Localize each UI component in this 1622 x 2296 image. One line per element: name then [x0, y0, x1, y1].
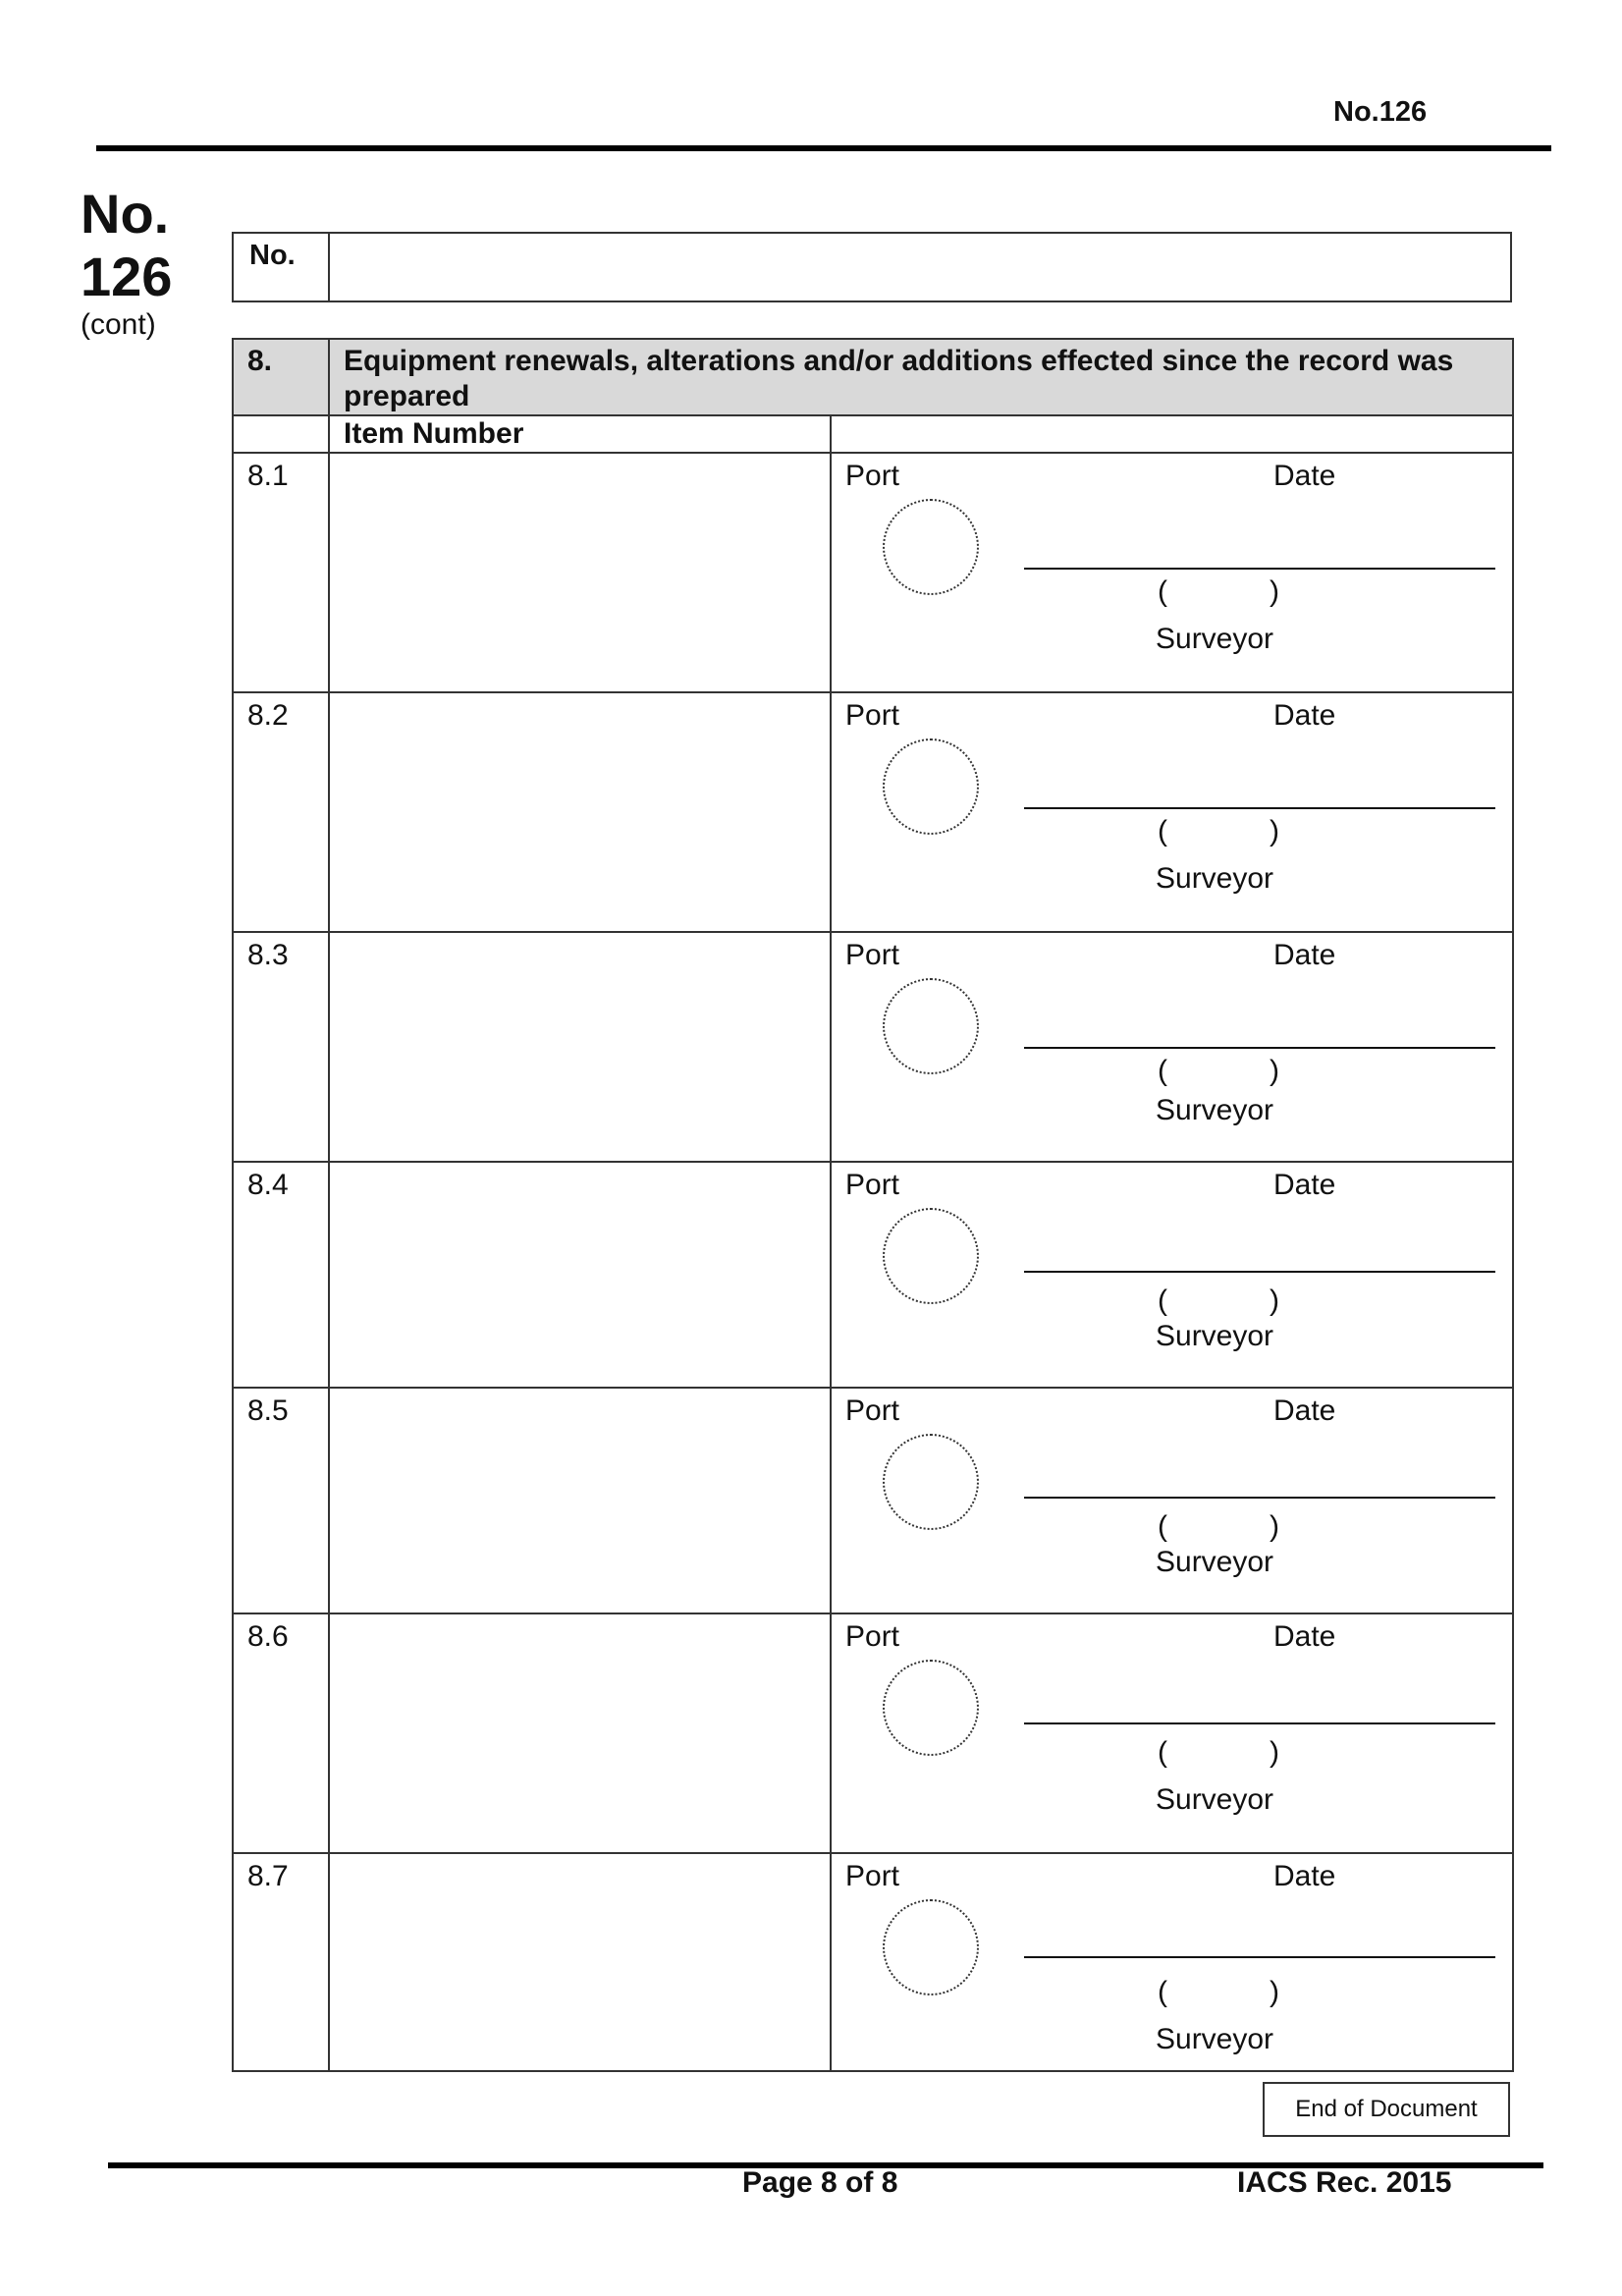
- signature-block: [832, 1614, 1512, 1852]
- section-number: 8.: [247, 345, 273, 377]
- signature-line[interactable]: [1024, 1956, 1495, 1958]
- item-entry-cell[interactable]: [329, 1853, 831, 2071]
- side-number: 126: [81, 246, 173, 307]
- surveyor-label: Surveyor: [1156, 1320, 1274, 1352]
- item-number-header: Item Number: [344, 417, 524, 450]
- table-row: [233, 692, 1513, 932]
- row-number: 8.4: [247, 1169, 289, 1201]
- port-label: Port: [845, 460, 900, 492]
- date-label: Date: [1273, 460, 1336, 492]
- item-entry-cell[interactable]: [329, 692, 831, 932]
- paren-close: ): [1270, 1736, 1279, 1769]
- section-header-row: [233, 339, 1513, 415]
- paren-open: (: [1158, 1510, 1167, 1543]
- stamp-circle: [883, 499, 979, 595]
- signature-line[interactable]: [1024, 1271, 1495, 1273]
- paren-open: (: [1158, 1736, 1167, 1769]
- paren-close: ): [1270, 575, 1279, 608]
- side-no-label: No.: [81, 183, 170, 245]
- paren-close: ): [1270, 815, 1279, 847]
- side-cont-label: (cont): [81, 308, 156, 341]
- surveyor-label: Surveyor: [1156, 623, 1274, 655]
- equipment-table: [232, 338, 1514, 2072]
- port-label: Port: [845, 699, 900, 732]
- table-row: [233, 932, 1513, 1162]
- paren-open: (: [1158, 815, 1167, 847]
- row-number: 8.7: [247, 1860, 289, 1892]
- paren-close: ): [1270, 1055, 1279, 1087]
- section-title: Equipment renewals, alterations and/or additions effected since the record was prepared: [344, 345, 1454, 412]
- footer-page: Page 8 of 8: [742, 2166, 898, 2199]
- signature-line[interactable]: [1024, 1497, 1495, 1499]
- signature-block: [832, 693, 1512, 931]
- table-row: [233, 1162, 1513, 1388]
- paren-open: (: [1158, 1285, 1167, 1317]
- signature-line[interactable]: [1024, 1047, 1495, 1049]
- paren-open: (: [1158, 575, 1167, 608]
- header-rule: [96, 145, 1551, 151]
- stamp-circle: [883, 1899, 979, 1995]
- signature-block: [832, 454, 1512, 691]
- footer-rec: IACS Rec. 2015: [1237, 2166, 1452, 2199]
- surveyor-label: Surveyor: [1156, 1094, 1274, 1126]
- signature-line[interactable]: [1024, 807, 1495, 809]
- signature-block: [832, 1854, 1512, 2070]
- row-number: 8.5: [247, 1394, 289, 1427]
- date-label: Date: [1273, 699, 1336, 732]
- table-row: [233, 453, 1513, 692]
- paren-close: ): [1270, 1285, 1279, 1317]
- date-label: Date: [1273, 1169, 1336, 1201]
- no-box-label: No.: [249, 240, 296, 271]
- paren-close: ): [1270, 1510, 1279, 1543]
- header-doc-number: No.126: [1333, 96, 1428, 128]
- row-number: 8.3: [247, 939, 289, 971]
- signature-block: [832, 933, 1512, 1161]
- signature-block: [832, 1163, 1512, 1387]
- signature-line[interactable]: [1024, 1722, 1495, 1724]
- signature-block: [832, 1389, 1512, 1613]
- stamp-circle: [883, 1434, 979, 1530]
- item-entry-cell[interactable]: [329, 1162, 831, 1388]
- rows-body: [233, 453, 1513, 2071]
- item-entry-cell[interactable]: [329, 1613, 831, 1853]
- item-entry-cell[interactable]: [329, 1388, 831, 1613]
- stamp-circle: [883, 1660, 979, 1756]
- port-label: Port: [845, 1394, 900, 1427]
- row-number: 8.6: [247, 1620, 289, 1653]
- no-box: [232, 232, 1512, 302]
- port-label: Port: [845, 1169, 900, 1201]
- paren-close: ): [1270, 1976, 1279, 2008]
- date-label: Date: [1273, 1620, 1336, 1653]
- item-header-row: [233, 415, 1513, 453]
- surveyor-label: Surveyor: [1156, 1546, 1274, 1578]
- port-label: Port: [845, 1620, 900, 1653]
- date-label: Date: [1273, 1860, 1336, 1892]
- surveyor-label: Surveyor: [1156, 1783, 1274, 1816]
- stamp-circle: [883, 978, 979, 1074]
- item-entry-cell[interactable]: [329, 453, 831, 692]
- row-number: 8.2: [247, 699, 289, 732]
- paren-open: (: [1158, 1055, 1167, 1087]
- date-label: Date: [1273, 939, 1336, 971]
- table-row: [233, 1853, 1513, 2071]
- port-label: Port: [845, 1860, 900, 1892]
- stamp-circle: [883, 1208, 979, 1304]
- table-row: [233, 1613, 1513, 1853]
- row-number: 8.1: [247, 460, 289, 492]
- paren-open: (: [1158, 1976, 1167, 2008]
- stamp-circle: [883, 738, 979, 835]
- end-of-document: End of Document: [1263, 2082, 1510, 2137]
- surveyor-label: Surveyor: [1156, 2023, 1274, 2055]
- surveyor-label: Surveyor: [1156, 862, 1274, 895]
- signature-line[interactable]: [1024, 568, 1495, 570]
- item-entry-cell[interactable]: [329, 932, 831, 1162]
- port-label: Port: [845, 939, 900, 971]
- table-row: [233, 1388, 1513, 1613]
- no-box-label-cell: [234, 234, 330, 301]
- date-label: Date: [1273, 1394, 1336, 1427]
